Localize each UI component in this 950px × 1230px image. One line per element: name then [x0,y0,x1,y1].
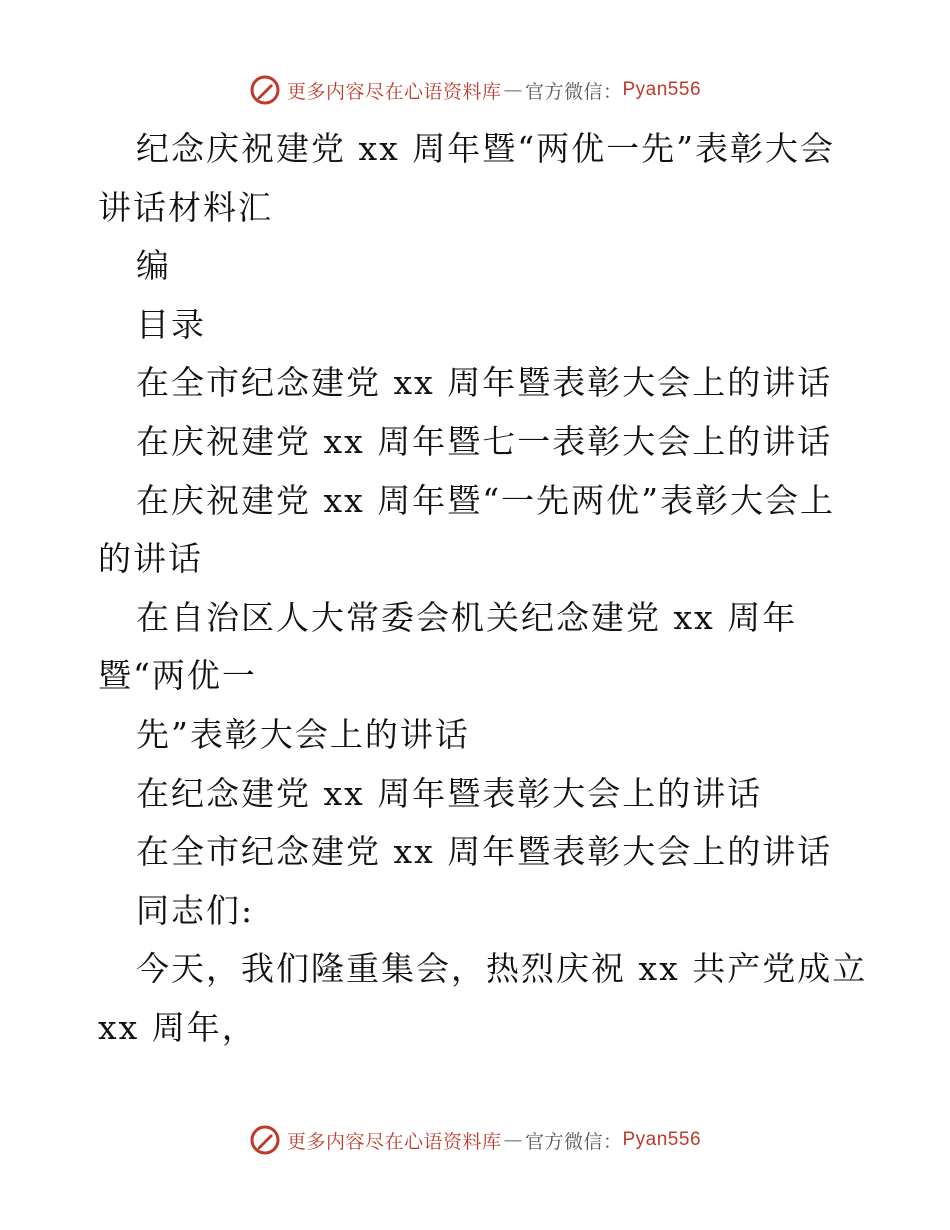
toc-item-2: 在庆祝建党 xx 周年暨七一表彰大会上的讲话 [136,421,833,461]
pen-logo-icon [249,1124,281,1156]
pen-logo-icon [249,74,281,106]
toc-item-4-line-2: 暨“两优一 [98,656,257,696]
banner-official-text: 官方微信： [524,80,623,103]
toc-item-4-line-3: 先”表彰大会上的讲话 [136,714,470,754]
banner-official-text: 官方微信： [524,1130,623,1153]
footer-banner [0,1120,950,1160]
toc-item-1: 在全市纪念建党 xx 周年暨表彰大会上的讲话 [136,363,833,403]
body-paragraph-line-2: xx 周年， [98,1007,257,1047]
banner-brand-text: 更多内容尽在心语资料库 [286,1130,502,1153]
doc-title-line-1: 纪念庆祝建党 xx 周年暨“两优一先”表彰大会 [136,129,835,168]
toc-item-4-line-1: 在自治区人大常委会机关纪念建党 xx 周年 [136,597,798,637]
toc-item-5: 在纪念建党 xx 周年暨表彰大会上的讲话 [136,773,763,813]
banner-account: Pyan556 [622,1129,702,1150]
section-heading: 在全市纪念建党 xx 周年暨表彰大会上的讲话 [136,832,833,872]
toc-item-3-line-1: 在庆祝建党 xx 周年暨“一先两优”表彰大会上 [136,480,835,520]
document-body [98,120,868,1058]
doc-title-line-3: 编 [136,246,171,286]
banner-dash: — [503,1129,523,1151]
toc-item-3-line-2: 的讲话 [98,539,203,579]
banner-brand-text: 更多内容尽在心语资料库 [286,80,502,103]
toc-heading: 目录 [136,304,206,344]
salutation: 同志们: [136,890,255,930]
banner-account: Pyan556 [622,79,702,100]
body-paragraph-line-1: 今天，我们隆重集会，热烈庆祝 xx 共产党成立 [136,949,868,989]
doc-title-line-2: 讲话材料汇 [98,187,273,227]
banner-dash: — [503,79,523,101]
header-banner [0,70,950,110]
